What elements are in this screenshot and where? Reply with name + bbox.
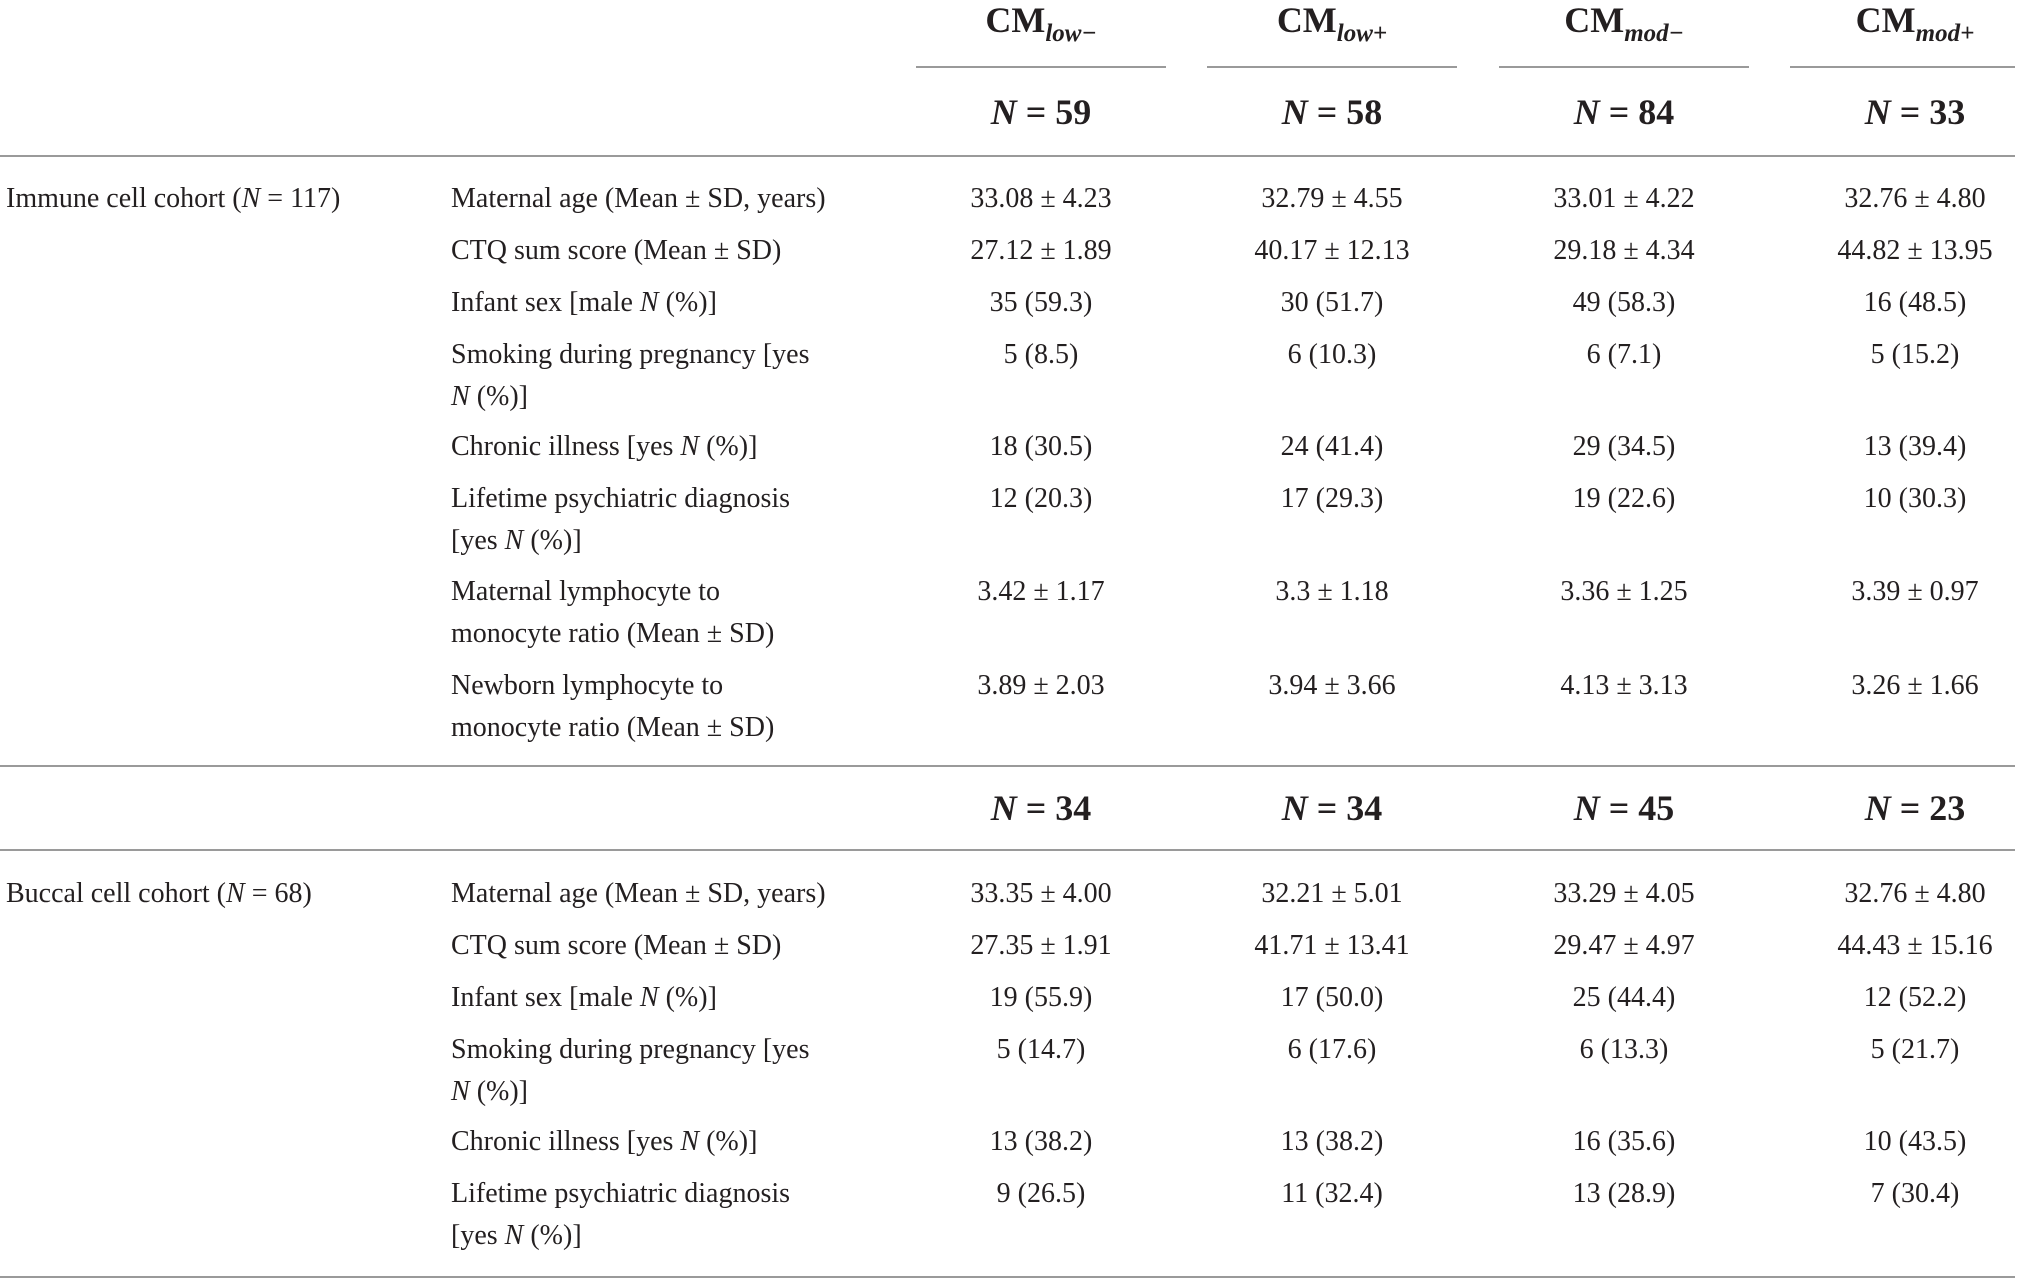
table-cell-cm-mod-plus: 5 (15.2) (1870, 339, 1960, 370)
row-label-part: Maternal age (Mean ± SD, years) (451, 183, 826, 214)
cohort-separator-line (0, 765, 2015, 767)
table-cell-cm-low-minus: 12 (20.3) (989, 483, 1093, 514)
table-cell-cm-low-plus: 24 (41.4) (1280, 431, 1384, 462)
n-value: 84 (1638, 92, 1675, 132)
cohort-name-part: N (226, 878, 245, 909)
n-value: 59 (1055, 92, 1092, 132)
table-cell-cm-mod-minus: 6 (7.1) (1586, 339, 1662, 370)
table-cell-cm-mod-plus: 44.82 ± 13.95 (1837, 235, 1993, 266)
table-cell-cm-low-plus: 41.71 ± 13.41 (1254, 930, 1410, 961)
row-label (451, 1121, 757, 1163)
row-label (451, 478, 790, 562)
table-cell-cm-low-plus: 30 (51.7) (1280, 287, 1384, 318)
table-cell-cm-mod-plus: 10 (30.3) (1863, 483, 1967, 514)
column-header-underline (1499, 66, 1749, 68)
table-cell-cm-low-minus: 27.35 ± 1.91 (970, 930, 1112, 961)
table-cell-cm-mod-plus: 32.76 ± 4.80 (1844, 183, 1986, 214)
row-label (451, 925, 781, 967)
row-label-part: (%)] (658, 287, 717, 318)
row-label-part: (%)] (523, 1220, 582, 1251)
n-header-cm-mod-plus (1785, 784, 2019, 832)
n-header-cm-low-minus (911, 784, 1171, 832)
row-label (451, 1029, 810, 1113)
row-label-part: monocyte ratio (Mean ± SD) (451, 618, 775, 649)
row-label-part: Lifetime psychiatric diagnosis (451, 483, 791, 514)
n-symbol: N (1281, 788, 1308, 828)
n-separator: = (1890, 92, 1930, 132)
cohort-name (6, 178, 340, 220)
table-cell-cm-mod-minus: 29.47 ± 4.97 (1553, 930, 1695, 961)
table-cell-cm-low-minus: 3.42 ± 1.17 (977, 576, 1105, 607)
column-header-cm-low-plus: $CM_{low+}$ (1276, 0, 1388, 47)
table-cell-cm-low-minus: 5 (8.5) (1003, 339, 1079, 370)
row-label-part: Smoking during pregnancy [yes (451, 1034, 810, 1065)
row-label (451, 1173, 790, 1257)
row-label-part: N (680, 431, 700, 462)
table-cell-cm-low-minus: 18 (30.5) (989, 431, 1093, 462)
n-header-cm-mod-minus (1494, 784, 1754, 832)
n-separator: = (1016, 92, 1056, 132)
row-label-part: CTQ sum score (Mean ± SD) (451, 235, 782, 266)
table-cell-cm-low-minus: 33.08 ± 4.23 (970, 183, 1112, 214)
n-header-cm-low-plus (1202, 88, 1462, 136)
n-separator: = (1890, 788, 1930, 828)
table-cell-cm-low-minus: 3.89 ± 2.03 (977, 670, 1105, 701)
table-cell-cm-mod-plus: 5 (21.7) (1870, 1034, 1960, 1065)
row-label-part: Infant sex [male (451, 982, 640, 1013)
row-label-part: (%)] (523, 525, 582, 556)
table-cell-cm-mod-minus: 33.29 ± 4.05 (1553, 878, 1695, 909)
table-cell-cm-mod-plus: 44.43 ± 15.16 (1837, 930, 1993, 961)
n-header-cm-mod-plus (1785, 88, 2019, 136)
row-label (451, 426, 757, 468)
row-label (451, 665, 774, 749)
row-label-part: (%)] (699, 1126, 758, 1157)
n-symbol: N (990, 788, 1017, 828)
table-cell-cm-low-plus: 13 (38.2) (1280, 1126, 1384, 1157)
column-header-underline (1207, 66, 1457, 68)
table-cell-cm-low-minus: 13 (38.2) (989, 1126, 1093, 1157)
row-label-part: N (451, 381, 470, 412)
n-separator: = (1599, 92, 1639, 132)
column-header-cm-mod-minus: $CM_{mod-}$ (1564, 0, 1684, 47)
table-cell-cm-mod-plus: 3.26 ± 1.66 (1851, 670, 1979, 701)
n-symbol: N (1864, 788, 1891, 828)
table-cell-cm-low-minus: 35 (59.3) (989, 287, 1093, 318)
cohort-name (6, 873, 312, 915)
table-cell-cm-mod-plus: 10 (43.5) (1863, 1126, 1967, 1157)
table-cell-cm-mod-minus: 4.13 ± 3.13 (1560, 670, 1688, 701)
cohort-name-part: Immune cell cohort ( (6, 183, 242, 214)
table-cell-cm-low-minus: 27.12 ± 1.89 (970, 235, 1112, 266)
row-label-part: Maternal age (Mean ± SD, years) (451, 878, 826, 909)
n-symbol: N (1281, 92, 1308, 132)
n-separator: = (1307, 788, 1347, 828)
row-label-part: [yes (451, 1220, 505, 1251)
table-cell-cm-mod-plus: 32.76 ± 4.80 (1844, 878, 1986, 909)
n-value: 45 (1638, 788, 1675, 828)
table-cell-cm-mod-plus: 12 (52.2) (1863, 982, 1967, 1013)
n-header-cm-low-plus (1202, 784, 1462, 832)
table-cell-cm-low-plus: 32.21 ± 5.01 (1261, 878, 1403, 909)
table-cell-cm-low-minus: 19 (55.9) (989, 982, 1093, 1013)
n-symbol: N (1864, 92, 1891, 132)
table-cell-cm-low-plus: 32.79 ± 4.55 (1261, 183, 1403, 214)
n-separator: = (1599, 788, 1639, 828)
n-separator: = (1307, 92, 1347, 132)
row-label (451, 571, 774, 655)
row-label-part: Chronic illness [yes (451, 431, 681, 462)
table-cell-cm-mod-plus: 3.39 ± 0.97 (1851, 576, 1979, 607)
column-header-cm-mod-plus: $CM_{mod+}$ (1855, 0, 1975, 47)
row-label-part: (%)] (469, 1076, 528, 1107)
table-bottom-line (0, 1276, 2015, 1278)
n-header-cm-mod-minus (1494, 88, 1754, 136)
row-label (451, 873, 826, 915)
table-cell-cm-low-minus: 9 (26.5) (996, 1178, 1086, 1209)
table-cell-cm-mod-plus: 7 (30.4) (1870, 1178, 1960, 1209)
column-header-cm-low-minus: $CM_{low-}$ (985, 0, 1097, 47)
row-label-part: N (639, 287, 659, 318)
column-header-underline (1790, 66, 2015, 68)
table-cell-cm-mod-minus: 6 (13.3) (1579, 1034, 1669, 1065)
row-label-part: N (504, 1220, 524, 1251)
table-cell-cm-low-minus: 33.35 ± 4.00 (970, 878, 1112, 909)
table-cell-cm-low-plus: 6 (10.3) (1287, 339, 1377, 370)
table-cell-cm-mod-plus: 16 (48.5) (1863, 287, 1967, 318)
row-label-part: N (451, 1076, 470, 1107)
row-label (451, 230, 781, 272)
table-cell-cm-mod-minus: 19 (22.6) (1572, 483, 1676, 514)
row-label-part: Maternal lymphocyte to (451, 576, 721, 607)
n-symbol: N (1573, 92, 1600, 132)
row-label (451, 282, 717, 324)
table-cell-cm-low-plus: 17 (29.3) (1280, 483, 1384, 514)
row-label-part: (%)] (469, 381, 528, 412)
table-cell-cm-low-plus: 3.3 ± 1.18 (1275, 576, 1389, 607)
cohort-name-part: = 117) (260, 183, 341, 214)
cohort-name-part: N (241, 183, 261, 214)
header-separator-line (0, 849, 2015, 851)
table-cell-cm-mod-minus: 25 (44.4) (1572, 982, 1676, 1013)
n-value: 58 (1346, 92, 1383, 132)
row-label-part: Chronic illness [yes (451, 1126, 681, 1157)
table-cell-cm-mod-minus: 33.01 ± 4.22 (1553, 183, 1695, 214)
row-label (451, 977, 717, 1019)
row-label (451, 334, 810, 418)
n-symbol: N (1573, 788, 1600, 828)
row-label-part: N (639, 982, 659, 1013)
header-separator-line (0, 155, 2015, 157)
table-cell-cm-mod-minus: 29.18 ± 4.34 (1553, 235, 1695, 266)
row-label-part: monocyte ratio (Mean ± SD) (451, 712, 775, 743)
n-separator: = (1016, 788, 1056, 828)
table-cell-cm-mod-plus: 13 (39.4) (1863, 431, 1967, 462)
cohort-name-part: Buccal cell cohort ( (6, 878, 227, 909)
cohort-name-part: = 68) (244, 878, 312, 909)
n-value: 34 (1055, 788, 1092, 828)
row-label-part: Newborn lymphocyte to (451, 670, 724, 701)
table-cell-cm-low-plus: 11 (32.4) (1281, 1178, 1383, 1209)
table-cell-cm-mod-minus: 16 (35.6) (1572, 1126, 1676, 1157)
n-value: 33 (1929, 92, 1966, 132)
row-label-part: [yes (451, 525, 505, 556)
table-cell-cm-mod-minus: 3.36 ± 1.25 (1560, 576, 1688, 607)
column-header-underline (916, 66, 1166, 68)
table-cell-cm-mod-minus: 49 (58.3) (1572, 287, 1676, 318)
table-cell-cm-low-plus: 6 (17.6) (1287, 1034, 1377, 1065)
n-value: 23 (1929, 788, 1966, 828)
table-cell-cm-low-minus: 5 (14.7) (996, 1034, 1086, 1065)
table-cell-cm-mod-minus: 29 (34.5) (1572, 431, 1676, 462)
n-value: 34 (1346, 788, 1383, 828)
row-label-part: Smoking during pregnancy [yes (451, 339, 810, 370)
row-label-part: CTQ sum score (Mean ± SD) (451, 930, 782, 961)
row-label-part: Lifetime psychiatric diagnosis (451, 1178, 791, 1209)
table-cell-cm-low-plus: 3.94 ± 3.66 (1268, 670, 1396, 701)
n-header-cm-low-minus (911, 88, 1171, 136)
n-symbol: N (990, 92, 1017, 132)
table-cell-cm-mod-minus: 13 (28.9) (1572, 1178, 1676, 1209)
row-label-part: N (504, 525, 524, 556)
row-label-part: (%)] (699, 431, 758, 462)
row-label (451, 178, 826, 220)
table-cell-cm-low-plus: 17 (50.0) (1280, 982, 1384, 1013)
row-label-part: Infant sex [male (451, 287, 640, 318)
row-label-part: (%)] (658, 982, 717, 1013)
row-label-part: N (680, 1126, 700, 1157)
table-cell-cm-low-plus: 40.17 ± 12.13 (1254, 235, 1410, 266)
